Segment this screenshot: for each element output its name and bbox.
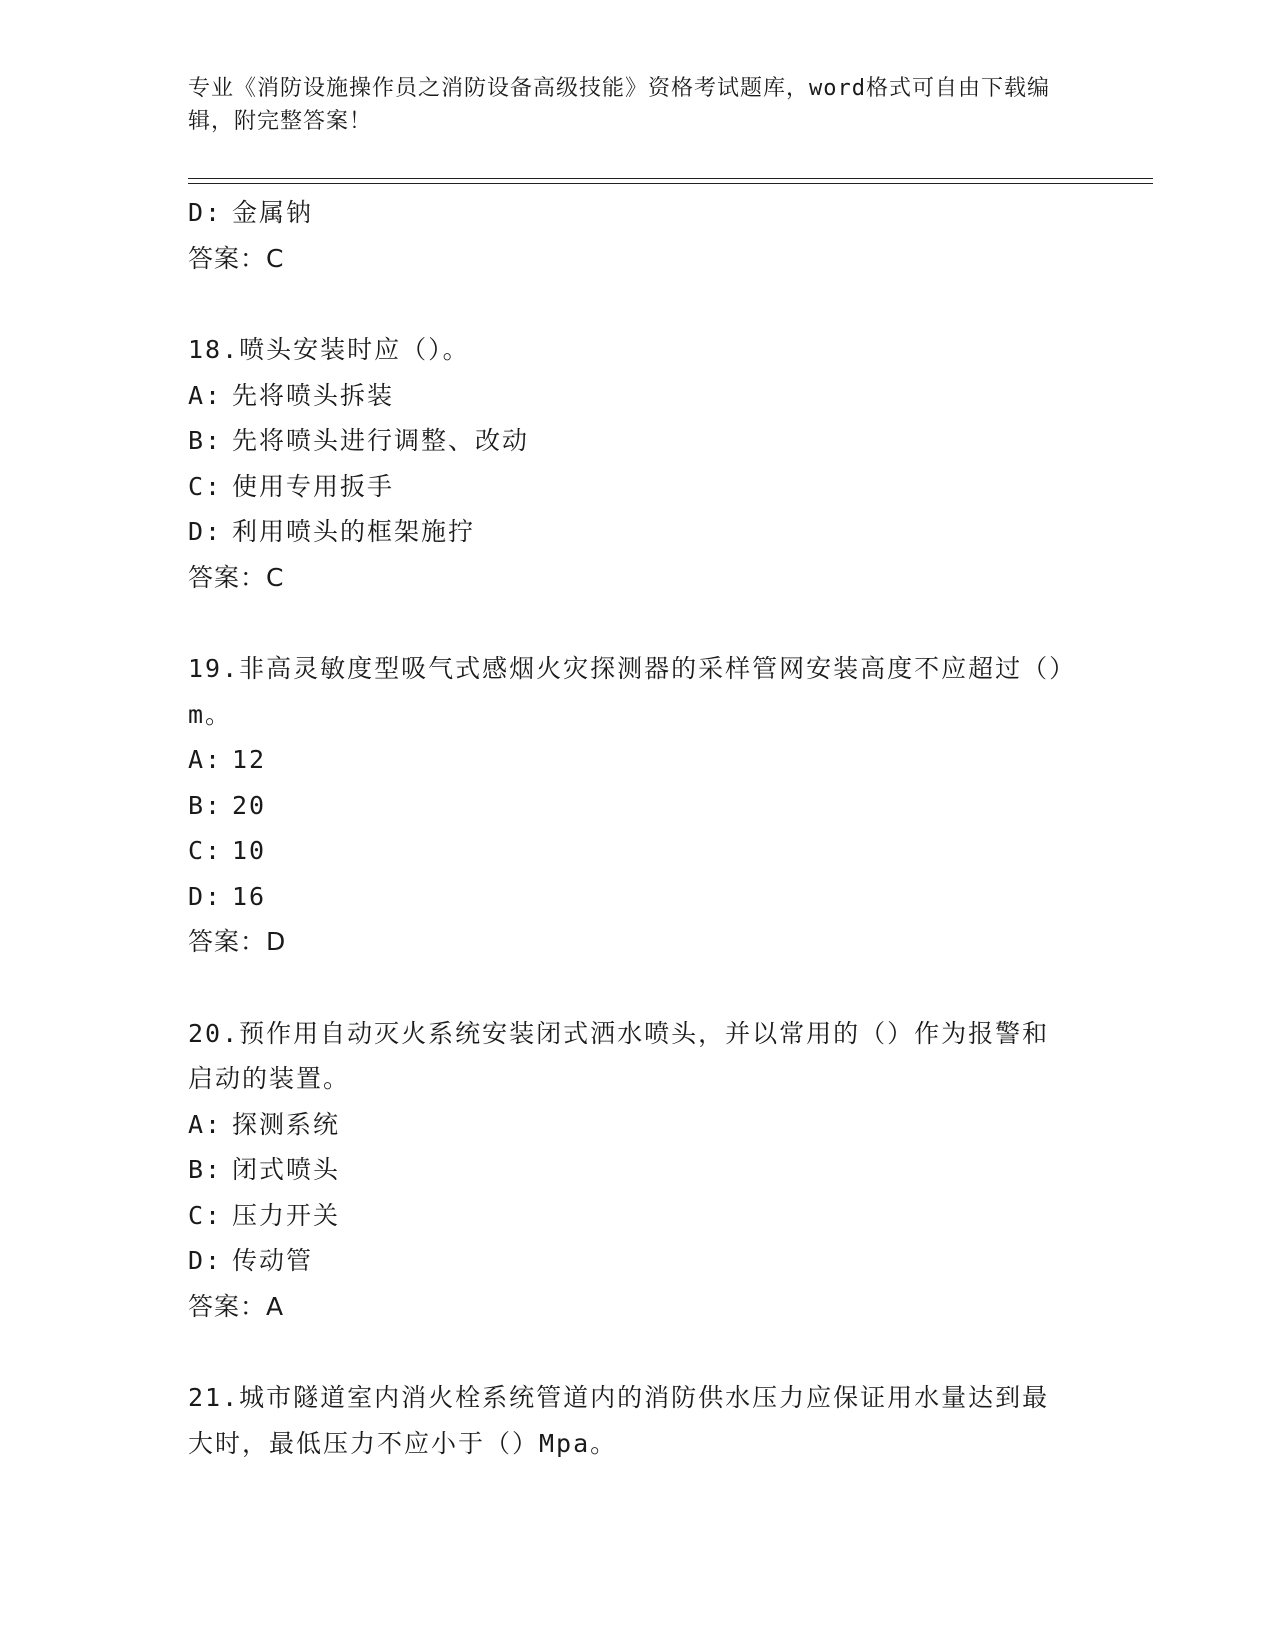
- option-b: [188, 418, 1068, 464]
- option-text: 使用专用扳手: [232, 471, 395, 501]
- option-c: [188, 828, 1068, 874]
- option-text: 金属钠: [232, 198, 314, 227]
- question-stem-20: 20.预作用自动灭火系统安装闭式洒水喷头，并以常用的（）作为报警和启动的装置。: [188, 1018, 1050, 1093]
- option-d: [188, 874, 1068, 920]
- option-text: 20: [232, 790, 267, 820]
- header-divider-top: [188, 178, 1153, 179]
- option-key: A:: [188, 1109, 223, 1139]
- option-key: D:: [188, 517, 223, 546]
- answer-line: 答案：C: [188, 243, 285, 273]
- page-header: [188, 72, 1068, 138]
- option-c: [188, 464, 1068, 510]
- option-text: 压力开关: [232, 1200, 341, 1230]
- answer-line: 答案：A: [188, 1291, 285, 1321]
- option-key: B:: [188, 790, 223, 820]
- option-key: B:: [188, 1155, 223, 1184]
- option-a: [188, 1102, 1068, 1148]
- header-divider-bottom: [188, 183, 1153, 184]
- option-d: [188, 1238, 1068, 1284]
- option-key: D:: [188, 881, 223, 911]
- option-text: 传动管: [232, 1246, 314, 1275]
- option-c: [188, 1193, 1068, 1239]
- answer-line: 答案：C: [188, 562, 285, 592]
- answer-line: 答案：D: [188, 927, 287, 956]
- option-key: D:: [188, 1246, 223, 1275]
- option-text: 探测系统: [232, 1109, 341, 1139]
- option-a: [188, 373, 1068, 419]
- question-stem-19: 19.非高灵敏度型吸气式感烟火灾探测器的采样管网安装高度不应超过（）m。: [188, 654, 1064, 729]
- option-a: [188, 737, 1068, 783]
- option-b: [188, 783, 1068, 829]
- question-stem-21: 21.城市隧道室内消火栓系统管道内的消防供水压力应保证用水量达到最大时，最低压力不应小于（）Mpa。: [188, 1383, 1050, 1458]
- option-text: 10: [232, 836, 267, 865]
- option-d: [188, 190, 1068, 236]
- option-text: 利用喷头的框架施拧: [232, 517, 476, 546]
- option-key: B:: [188, 426, 223, 455]
- option-text: 先将喷头进行调整、改动: [232, 426, 530, 455]
- option-key: D:: [188, 198, 223, 227]
- option-key: A:: [188, 380, 223, 410]
- question-stem-18: 18.喷头安装时应（）。: [188, 335, 470, 364]
- option-text: 闭式喷头: [232, 1155, 341, 1184]
- option-key: A:: [188, 745, 223, 774]
- header-text: 专业《消防设施操作员之消防设备高级技能》资格考试题库，word格式可自由下载编辑，附完整答案！: [188, 76, 1050, 134]
- option-text: 12: [232, 745, 267, 774]
- document-body: [188, 190, 1068, 1466]
- option-d: [188, 509, 1068, 555]
- option-key: C:: [188, 471, 223, 501]
- option-b: [188, 1147, 1068, 1193]
- option-text: 16: [232, 881, 267, 911]
- option-key: C:: [188, 1200, 223, 1230]
- option-key: C:: [188, 836, 223, 865]
- option-text: 先将喷头拆装: [232, 380, 395, 410]
